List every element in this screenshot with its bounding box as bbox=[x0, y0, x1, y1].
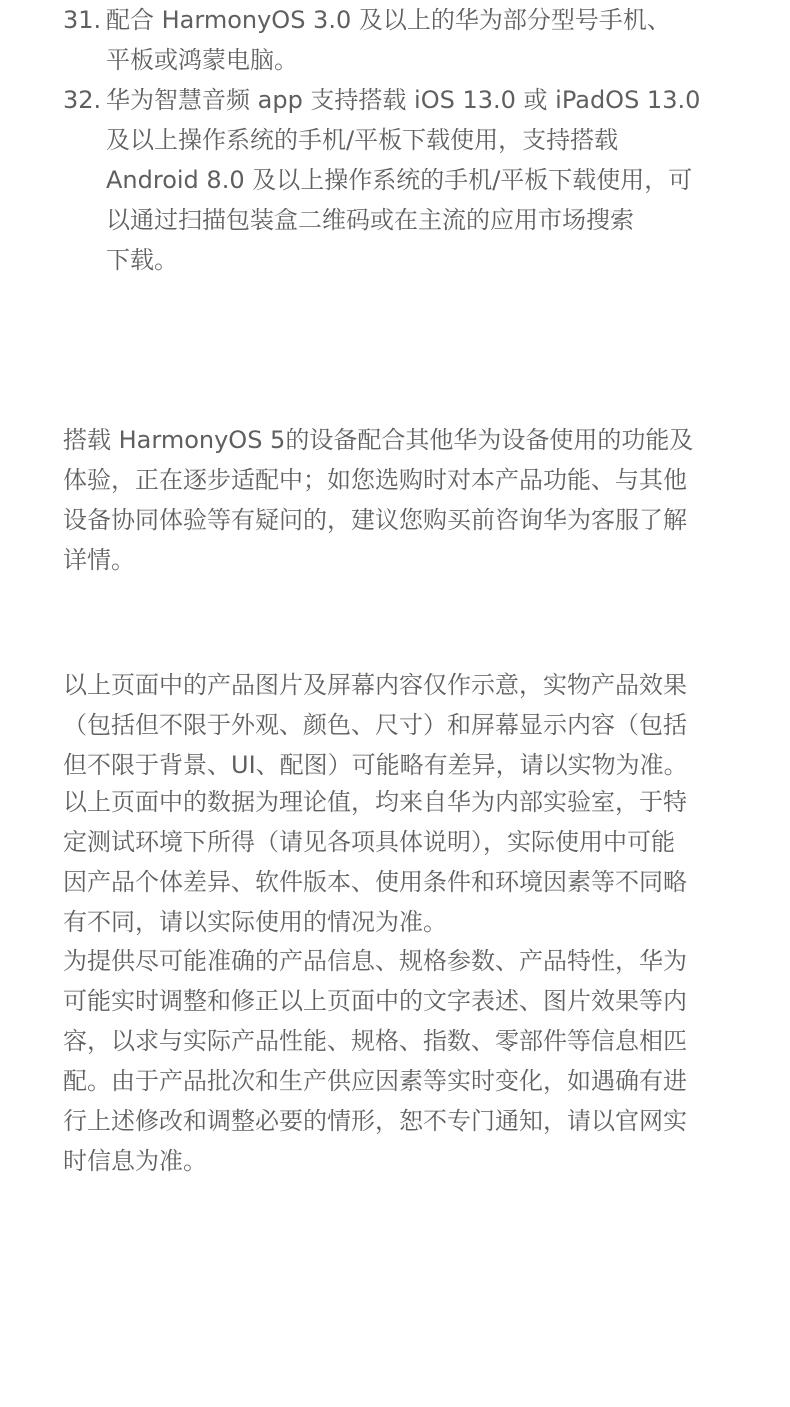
paragraph-line: 为提供尽可能准确的产品信息、规格参数、产品特性，华为 bbox=[63, 947, 687, 975]
update-disclaimer-paragraph bbox=[63, 941, 723, 1181]
paragraph-line: 配。由于产品批次和生产供应因素等实时变化，如遇确有进 bbox=[63, 1067, 687, 1095]
paragraph-line: 但不限于背景、UI、配图）可能略有差异，请以实物为准。 bbox=[63, 751, 688, 779]
data-disclaimer-paragraph bbox=[63, 782, 723, 942]
paragraph-line: 详情。 bbox=[63, 546, 135, 574]
note-number: 32. bbox=[63, 86, 102, 114]
note-line: 平板或鸿蒙电脑。 bbox=[106, 46, 298, 74]
paragraph-line: 有不同，请以实际使用的情况为准。 bbox=[63, 908, 447, 936]
paragraph-line: 可能实时调整和修正以上页面中的文字表述、图片效果等内 bbox=[63, 987, 687, 1015]
note-line: 华为智慧音频 app 支持搭载 iOS 13.0 或 iPadOS 13.0 bbox=[106, 86, 701, 114]
paragraph-line: 以上页面中的产品图片及屏幕内容仅作示意，实物产品效果 bbox=[63, 671, 687, 699]
paragraph-line: 以上页面中的数据为理论值，均来自华为内部实验室，于特 bbox=[63, 788, 687, 816]
compatibility-disclaimer-paragraph bbox=[63, 420, 723, 580]
image-disclaimer-paragraph bbox=[63, 665, 723, 785]
paragraph-line: 时信息为准。 bbox=[63, 1147, 207, 1175]
note-31 bbox=[0, 0, 790, 80]
paragraph-line: 设备协同体验等有疑问的，建议您购买前咨询华为客服了解 bbox=[63, 506, 687, 534]
note-line: 配合 HarmonyOS 3.0 及以上的华为部分型号手机、 bbox=[106, 6, 671, 34]
note-line: 及以上操作系统的手机/平板下载使用，支持搭载 bbox=[106, 126, 619, 154]
paragraph-line: （包括但不限于外观、颜色、尺寸）和屏幕显示内容（包括 bbox=[63, 711, 687, 739]
note-line: 下载。 bbox=[106, 246, 178, 274]
note-line: 以通过扫描包装盒二维码或在主流的应用市场搜索 bbox=[106, 206, 634, 234]
note-line: Android 8.0 及以上操作系统的手机/平板下载使用，可 bbox=[106, 166, 693, 194]
paragraph-line: 行上述修改和调整必要的情形，恕不专门通知，请以官网实 bbox=[63, 1107, 687, 1135]
paragraph-line: 定测试环境下所得（请见各项具体说明），实际使用中可能 bbox=[63, 828, 675, 856]
numbered-notes-list bbox=[0, 0, 790, 280]
paragraph-line: 体验，正在逐步适配中；如您选购时对本产品功能、与其他 bbox=[63, 466, 687, 494]
paragraph-line: 因产品个体差异、软件版本、使用条件和环境因素等不同略 bbox=[63, 868, 687, 896]
note-number: 31. bbox=[63, 6, 102, 34]
paragraph-line: 搭载 HarmonyOS 5的设备配合其他华为设备使用的功能及 bbox=[63, 426, 694, 454]
note-32 bbox=[0, 80, 790, 280]
paragraph-line: 容，以求与实际产品性能、规格、指数、零部件等信息相匹 bbox=[63, 1027, 687, 1055]
